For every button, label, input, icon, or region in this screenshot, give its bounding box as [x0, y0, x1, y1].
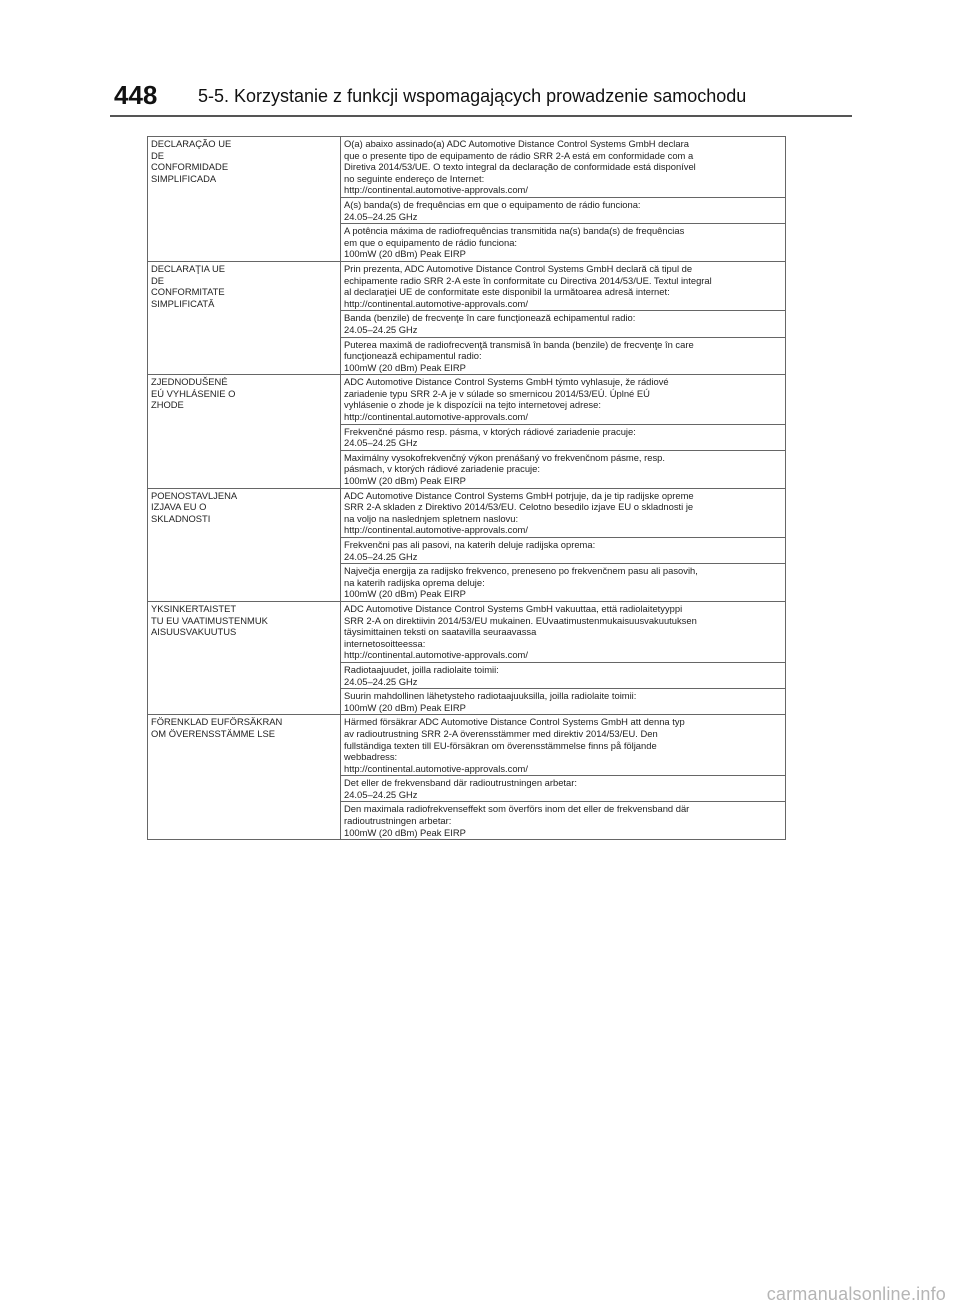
band-cell — [341, 424, 786, 450]
band-label: Det eller de frekvensband där radioutrustningen arbetar: — [344, 777, 577, 789]
declaration-statement: Prin prezenta, ADC Automotive Distance Control Systems GmbH declară că tipul de echipamente radio SRR 2-A este în conformitate cu Directiva 2014/53/UE. Textul integral al declaraţiei UE de conformitate este disponibil la următoarea adresă internet: http://continental.automotive-approvals.com/ — [341, 261, 786, 310]
declaration-statement: ADC Automotive Distance Control Systems GmbH potrjuje, da je tip radijske opreme SRR 2-A skladen z Direktivo 2014/53/EU. Celotno besedilo izjave EU o skladnosti je na voljo na naslednjem spletnem naslovu: http://continental.automotive-approvals.com/ — [341, 488, 786, 537]
power-value: 100mW (20 dBm) Peak EIRP — [344, 361, 466, 373]
band-value: 24.05–24.25 GHz — [344, 788, 418, 800]
declaration-statement: ADC Automotive Distance Control Systems GmbH týmto vyhlasuje, že rádiové zariadenie typu SRR 2-A je v súlade so smernicou 2014/53/EÚ. Úplné EÚ vyhlásenie o zhode je k dispozícii na tejto internetovej adrese: http://continental.automotive-approvals.com/ — [341, 375, 786, 424]
power-label: A potência máxima de radiofrequências transmitida na(s) banda(s) de frequências em que o equipamento de rádio funciona: — [344, 225, 685, 248]
declaration-statement: O(a) abaixo assinado(a) ADC Automotive Distance Control Systems GmbH declara que o presente tipo de equipamento de rádio SRR 2-A está em conformidade com a Diretiva 2014/53/UE. O texto integral da declaração de conformidade está disponível no seguinte endereço de Internet: http://continental.automotive-approvals.com/ — [341, 137, 786, 198]
declaration-statement: Härmed försäkrar ADC Automotive Distance Control Systems GmbH att denna typ av radioutrustning SRR 2-A överensstämmer med direktiv 2014/53/EU. Den fullständiga texten till EU-försäkran om överensstämmelse finns på följande webbadress: http://continental.automotive-approvals.com/ — [341, 715, 786, 776]
header-rule — [110, 115, 852, 117]
power-cell — [341, 224, 786, 262]
power-value: 100mW (20 dBm) Peak EIRP — [344, 588, 466, 600]
declaration-title: DECLARAŢIA UE DE CONFORMITATE SIMPLIFICATĂ — [148, 261, 341, 374]
band-cell — [341, 776, 786, 802]
power-value: 100mW (20 dBm) Peak EIRP — [344, 826, 466, 838]
declaration-row — [148, 261, 786, 310]
band-value: 24.05–24.25 GHz — [344, 675, 418, 687]
section-title: 5-5. Korzystanie z funkcji wspomagających prowadzenie samochodu — [198, 86, 747, 106]
power-value: 100mW (20 dBm) Peak EIRP — [344, 248, 466, 260]
page-header — [110, 78, 850, 118]
page-number: 448 — [114, 80, 158, 110]
band-label: Frekvenčné pásmo resp. pásma, v ktorých rádiové zariadenie pracuje: — [344, 425, 636, 437]
power-value: 100mW (20 dBm) Peak EIRP — [344, 701, 466, 713]
footer-watermark: carmanualsonline.info — [766, 1284, 946, 1304]
declaration-row — [148, 375, 786, 424]
declaration-statement: ADC Automotive Distance Control Systems GmbH vakuuttaa, että radiolaitetyyppi SRR 2-A on direktiivin 2014/53/EU mukainen. EUvaatimustenmukaisuusvakuutuksen täysimittainen teksti on saatavilla seuraavassa internetosoitteessa: http://continental.automotive-approvals.com/ — [341, 601, 786, 662]
power-label: Puterea maximă de radiofrecvenţă transmisă în banda (benzile) de frecvenţe în care funcţionează echipamentul radio: — [344, 338, 694, 362]
declaration-title: DECLARAÇÃO UE DE CONFORMIDADE SIMPLIFICADA — [148, 137, 341, 262]
power-cell — [341, 564, 786, 602]
band-value: 24.05–24.25 GHz — [344, 437, 418, 449]
band-label: Radiotaajuudet, joilla radiolaite toimii: — [344, 663, 499, 675]
band-cell — [341, 538, 786, 564]
declaration-title: FÖRENKLAD EUFÖRSÄKRAN OM ÖVERENSSTÄMME LSE — [148, 715, 341, 840]
power-cell — [341, 337, 786, 375]
band-value: 24.05–24.25 GHz — [344, 323, 418, 335]
band-label: Banda (benzile) de frecvenţe în care funcţionează echipamentul radio: — [344, 312, 636, 324]
power-label: Suurin mahdollinen lähetysteho radiotaajuuksilla, joilla radiolaite toimii: — [344, 690, 637, 702]
power-cell — [341, 450, 786, 488]
band-value: 24.05–24.25 GHz — [344, 210, 418, 222]
band-label: A(s) banda(s) de frequências em que o equipamento de rádio funciona: — [344, 198, 641, 210]
power-label: Največja energija za radijsko frekvenco, preneseno po frekvenčnem pasu ali pasovih, na katerih radijska oprema deluje: — [344, 565, 698, 588]
band-label: Frekvenčni pas ali pasovi, na katerih deluje radijska oprema: — [344, 539, 596, 550]
band-cell — [341, 197, 786, 223]
band-value: 24.05–24.25 GHz — [344, 550, 418, 562]
declaration-row — [148, 488, 786, 537]
power-label: Maximálny vysokofrekvenčný výkon prenášaný vo frekvenčnom pásme, resp. pásmach, v ktorých rádiové zariadenie pracuje: — [344, 451, 665, 475]
declaration-row — [148, 715, 786, 776]
declaration-row — [148, 137, 786, 198]
declarations-table — [147, 136, 786, 840]
band-cell — [341, 662, 786, 688]
declaration-title: ZJEDNODUŠENÉ EÚ VYHLÁSENIE O ZHODE — [148, 375, 341, 488]
power-value: 100mW (20 dBm) Peak EIRP — [344, 475, 466, 487]
power-cell — [341, 802, 786, 840]
power-cell — [341, 689, 786, 715]
declaration-row — [148, 601, 786, 662]
power-label: Den maximala radiofrekvenseffekt som överförs inom det eller de frekvensband där radioutrustningen arbetar: — [344, 803, 690, 827]
declaration-title: POENOSTAVLJENA IZJAVA EU O SKLADNOSTI — [148, 488, 341, 601]
declaration-title: YKSINKERTAISTET TU EU VAATIMUSTENMUK AISUUSVAKUUTUS — [148, 601, 341, 714]
band-cell — [341, 311, 786, 337]
